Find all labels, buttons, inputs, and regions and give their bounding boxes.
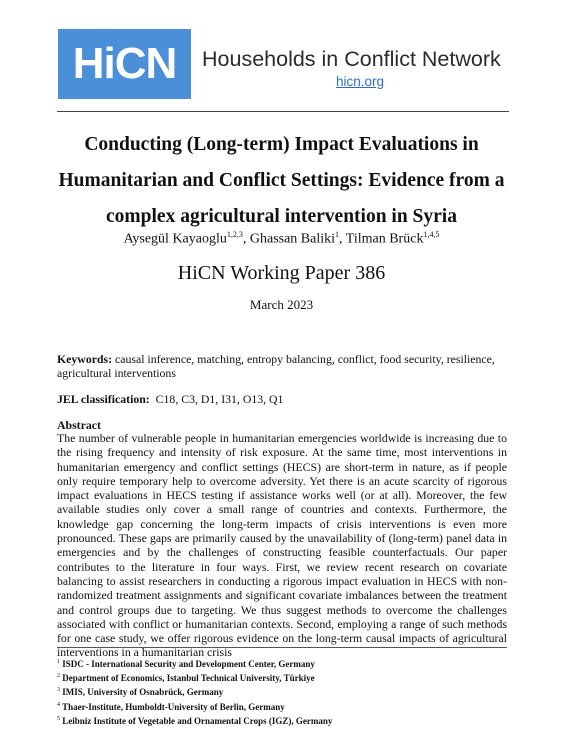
org-website-link[interactable]: hicn.org <box>336 74 385 89</box>
footnote-text: Department of Economics, Istanbul Technical University, Türkiye <box>62 673 315 684</box>
author-list <box>40 230 523 248</box>
footnote-text: Leibniz Institute of Vegetable and Ornamental Crops (IGZ), Germany <box>62 715 333 726</box>
title-line: Conducting (Long-term) Impact Evaluations in <box>84 134 479 155</box>
title-line: Humanitarian and Conflict Settings: Evidence from a <box>58 170 505 191</box>
hicn-logo: HiCN <box>58 29 191 99</box>
footnote-number: 5 <box>57 715 60 722</box>
footnote-divider <box>57 647 507 648</box>
working-paper-number: HiCN Working Paper 386 <box>177 262 386 284</box>
keywords-text: causal inference, matching, entropy balancing, conflict, food security, resilience, agricultural interventions <box>57 352 495 380</box>
footnote-text: ISDC - International Security and Development Center, Germany <box>62 659 315 669</box>
footnote-number: 2 <box>57 673 60 680</box>
footnote <box>57 670 507 684</box>
author-affiliation-marker: 1,2,3 <box>226 230 243 239</box>
footnote-number: 1 <box>57 659 60 665</box>
author-name: Tilman Brück <box>345 231 424 247</box>
footnote-text: Thaer-Institute, Humboldt-University of Berlin, Germany <box>62 701 285 712</box>
footnote <box>57 699 507 713</box>
org-name: Households in Conflict Network <box>202 47 501 71</box>
author-name: Aysegül Kayaoglu <box>123 231 227 247</box>
paper-title <box>40 127 523 235</box>
author-separator: , <box>242 231 250 247</box>
footnote <box>57 656 507 670</box>
publication-date: March 2023 <box>249 297 314 312</box>
title-line: complex agricultural intervention in Syria <box>106 206 457 227</box>
footnote-number: 3 <box>57 687 60 694</box>
footnote-text: IMIS, University of Osnabrück, Germany <box>62 687 224 698</box>
keywords-section <box>57 352 507 380</box>
footnote <box>57 684 507 698</box>
author-name: Ghassan Baliki <box>249 231 336 247</box>
author-affiliation-marker: 1,4,5 <box>423 230 440 239</box>
author-affiliation-marker: 1 <box>335 230 340 239</box>
jel-section <box>57 392 507 407</box>
footnotes <box>57 656 507 727</box>
footnote <box>57 713 507 727</box>
abstract-heading: Abstract <box>57 418 101 432</box>
abstract-text: The number of vulnerable people in humanitarian emergencies worldwide is increasing due to the rising frequency and intensity of risk exposure. At the same time, most interventions in humanitarian emergency and conflict settings (HECS) are short-term in nature, as if people only require temporary help to overcome adversity. Yet there is an acute scarcity of rigorous impact evaluations in HECS testing if assistance works well (or at all). Moreover, the few available studies only cover a small range of countries and contexts. Furthermore, the knowledge gap concerning the long-term impacts of crisis interventions is even more pronounced. These gaps are primarily caused by the unavailability of (long-term) panel data in emergencies and by the challenges of constructing feasible counterfactuals. Our paper contributes to the literature in four ways. First, we review recent research on covariate balancing to assist researchers in conducting a rigorous impact evaluation in HECS with non-randomized treatment assignments and significant covariate imbalances between the treatment and control groups due to targeting. We thus suggest methods to overcome the challenges associated with conflict or humanitarian contexts. Second, employing a range of such methods for one case study, we offer rigorous evidence on the long-term causal impacts of agricultural interventions in a humanitarian crisis <box>57 431 507 660</box>
footnote-number: 4 <box>57 701 60 708</box>
header-divider <box>57 111 509 112</box>
author-separator: , <box>339 231 346 247</box>
jel-label: JEL classification: <box>57 392 150 406</box>
keywords-label: Keywords: <box>57 352 113 366</box>
jel-codes: C18, C3, D1, I31, O13, Q1 <box>155 392 284 406</box>
